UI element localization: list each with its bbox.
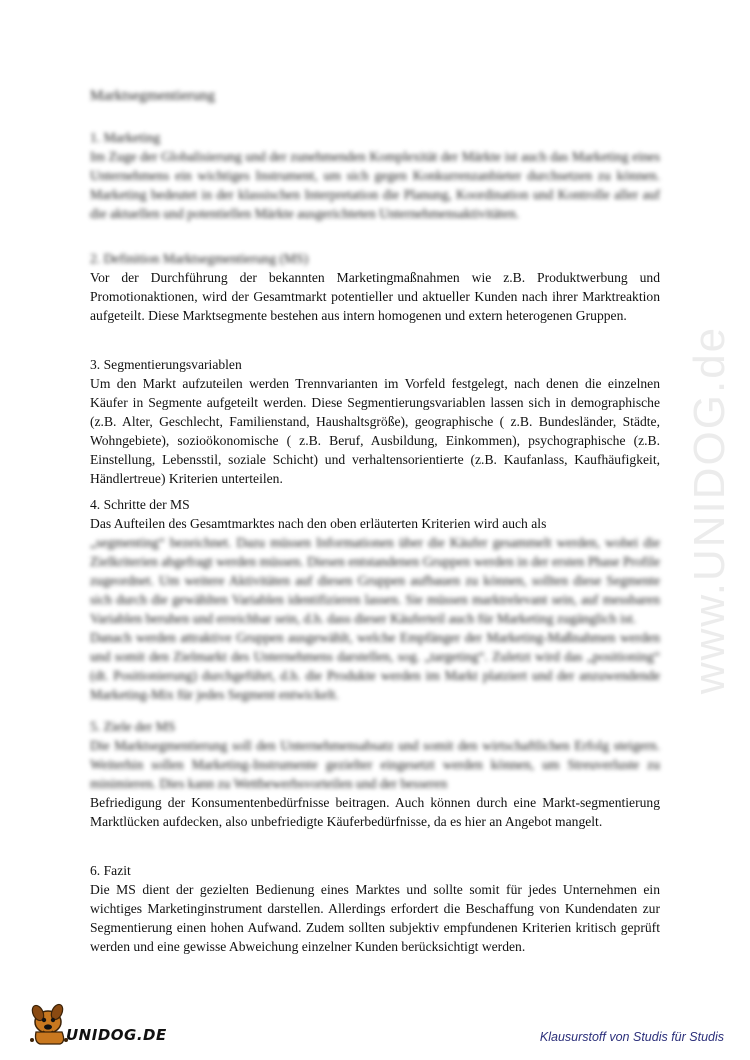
document-title: Marktsegmentierung	[90, 88, 215, 104]
section-body: Im Zuge der Globalisierung und der zunehmenden Komplexität der Märkte ist auch das Marketing eines Unternehmens ein wichtiges Instrument, um sich gegen Konkurrenzanbieter durchsetzen zu können. Marketing bedeutet in der klassischen Interpretation die Planung, Koordination und Kontrolle aller auf die aktuellen und potentiellen Märkte ausgerichteten Unternehmensaktivitäten.	[90, 149, 660, 221]
section-variables	[90, 355, 660, 488]
section-body: Vor der Durchführung der bekannten Marketingmaßnahmen wie z.B. Produktwerbung und Promotionaktionen, wird der Gesamtmarkt potentieller und aktueller Kunden nach ihrer Marktreaktion aufgeteilt. Diese Marktsegmente bestehen aus intern homogenen und extern heterogenen Gruppen.	[90, 270, 660, 323]
section-body-blurred: Danach werden attraktive Gruppen ausgewählt, welche Empfänger der Marketing-Maßnahmen werden und somit den Zielmarkt des Unternehmens darstellen, sog. „targeting“. Zuletzt wird das „positioning“ (dt. Positionierung) durchgeführt, d.h. die Produkte werden im Markt platziert und der anzuwendende Marketing-Mix für jedes Segment entwickelt.	[90, 630, 660, 702]
section-heading: 1. Marketing	[90, 130, 161, 145]
footer-tagline: Klausurstoff von Studis für Studis	[539, 1030, 724, 1044]
section-heading: 3. Segmentierungsvariablen	[90, 357, 242, 372]
section-heading: 6. Fazit	[90, 863, 131, 878]
section-definition	[90, 249, 660, 325]
section-heading: 5. Ziele der MS	[90, 719, 176, 734]
section-marketing	[90, 128, 660, 223]
unidog-logo	[26, 996, 167, 1048]
section-heading: 2. Definition Marktsegmentierung (MS)	[90, 251, 309, 266]
watermark-text: www.UNIDOG.de	[685, 325, 735, 695]
watermark	[650, 250, 750, 770]
section-body-blurred: Die Marktsegmentierung soll den Unternehmensabsatz und somit den wirtschaftlichen Erfolg steigern. Weiterhin sollen Marketing-Instrumente gezielter eingesetzt werden können, um Streuverluste zu minimieren. Dies kann zu Wettbewerbsvorteilen und der besseren	[90, 738, 660, 791]
section-heading: 4. Schritte der MS	[90, 497, 190, 512]
logo-text: UNIDOG.DE	[66, 1026, 167, 1044]
section-conclusion	[90, 861, 660, 956]
section-body-blurred: „segmenting“ bezeichnet. Dazu müssen Informationen über die Käufer gesammelt werden, wobei die Zielkriterien abgefragt werden müssen. Diesen entstandenen Gruppen werden in der ersten Phase Profile zugeordnet. Um weitere Aktivitäten auf diesen Gruppen aufbauen zu können, sollten diese Segmente sich durch die gewählten Variablen identifizieren lassen. Sie müssen marktrelevant sein, auf messbaren Variablen beruhen und erreichbar sein, d.h. dass dieser Käuferteil auch für Marketing zugänglich ist.	[90, 535, 660, 626]
section-body: Um den Markt aufzuteilen werden Trennvarianten im Vorfeld festgelegt, nach denen die einzelnen Käufer in Segmente aufgeteilt werden. Diese Segmentierungsvariablen lassen sich in demographische (z.B. Alter, Geschlecht, Familienstand, Haushaltsgröße), geographische ( z.B. Bundesländer, Städte, Wohngebiete), sozioökonomische ( z.B. Beruf, Ausbildung, Einkommen), psychographische (z.B. Einstellung, Lebensstil, soziale Schicht) und verhaltensorientierte (z.B. Kaufanlass, Kaufhäufigkeit, Händlertreue) Kriterien unterteilen.	[90, 376, 660, 486]
section-intro: Das Aufteilen des Gesamtmarktes nach den oben erläuterten Kriterien wird auch als	[90, 516, 547, 531]
section-body: Befriedigung der Konsumentenbedürfnisse beitragen. Auch können durch eine Markt-segmentierung Marktlücken aufdecken, also unbefriedigte Käuferbedürfnisse, da es hier an Angebot mangelt.	[90, 795, 660, 829]
section-body: Die MS dient der gezielten Bedienung eines Marktes und sollte somit für jedes Unternehmen ein wichtiges Marketinginstrument darstellen. Allerdings erfordert die Beschaffung von Kundendaten zur Segmentierung einen hohen Aufwand. Zudem sollten subjektiv empfundenen Kriterien kritisch geprüft werden und eine gewisse Abweichung einzelner Kunden berücksichtigt werden.	[90, 882, 660, 954]
section-steps	[90, 495, 660, 704]
section-goals	[90, 717, 660, 831]
